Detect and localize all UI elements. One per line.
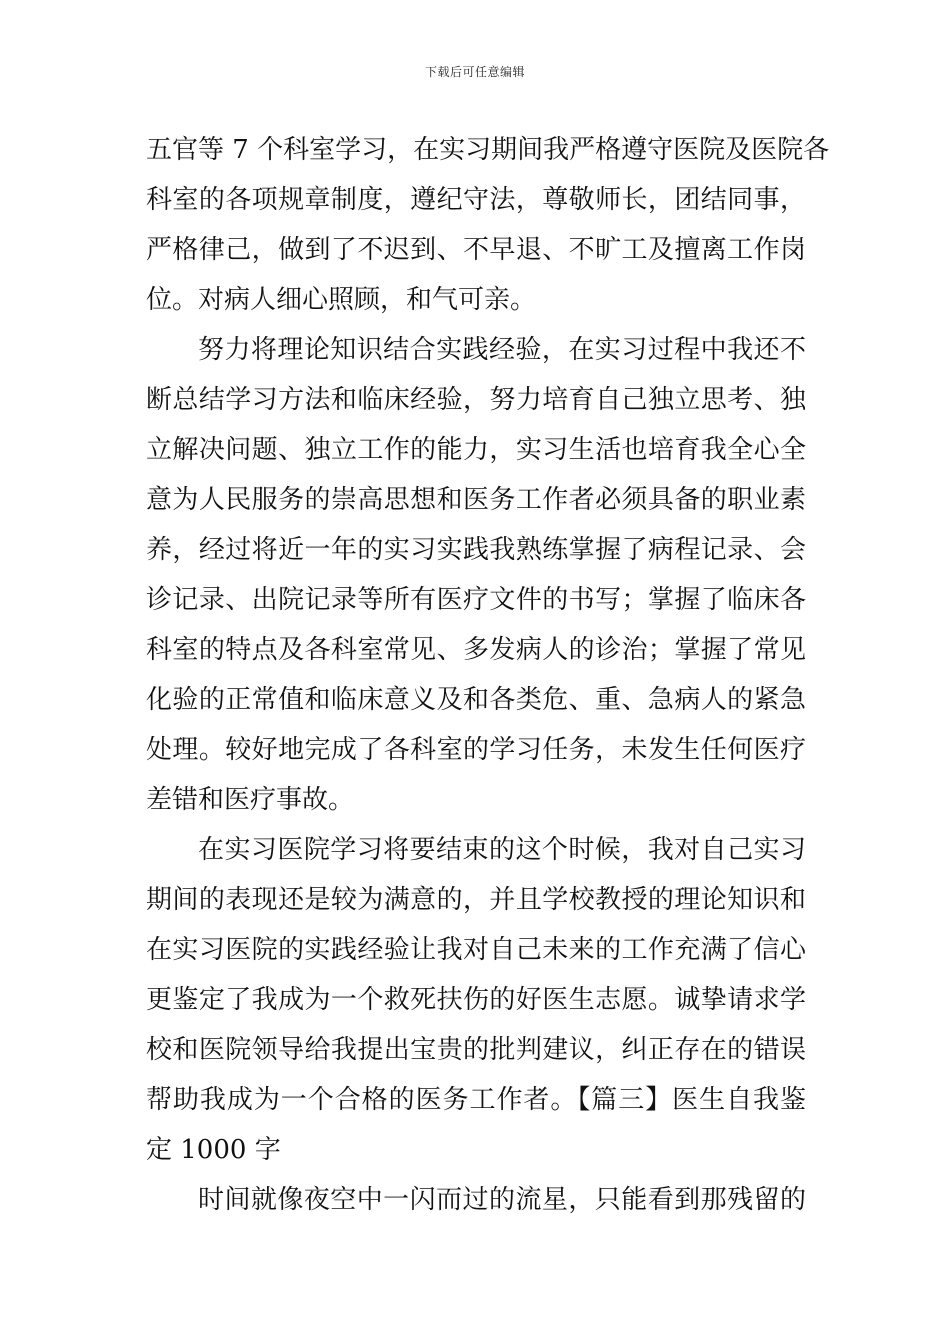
paragraph-line: 期间的表现还是较为满意的，并且学校教授的理论知识和 [146,885,806,915]
paragraph-line: 定 1000 字 [146,1135,281,1165]
paragraph [146,825,806,1175]
paragraph-line: 帮助我成为一个合格的医务工作者。【篇三】医生自我鉴 [146,1085,806,1115]
document-body [146,125,830,1225]
paragraph-line: 位。对病人细心照顾，和气可亲。 [146,285,537,315]
paragraph-line: 时间就像夜空中一闪而过的流星，只能看到那残留的 [198,1185,806,1215]
paragraph-line: 差错和医疗事故。 [146,785,355,815]
paragraph [146,1175,806,1225]
paragraph-line: 在实习医院的实践经验让我对自己未来的工作充满了信心 [146,935,806,965]
paragraph-line: 科室的各项规章制度，遵纪守法，尊敬师长，团结同事， [146,185,806,215]
paragraph-line: 努力将理论知识结合实践经验，在实习过程中我还不 [198,335,806,365]
paragraph-line: 科室的特点及各科室常见、多发病人的诊治；掌握了常见 [146,635,806,665]
paragraph-line: 校和医院领导给我提出宝贵的批判建议，纠正存在的错误 [146,1035,806,1065]
paragraph-line: 化验的正常值和临床意义及和各类危、重、急病人的紧急 [146,685,806,715]
paragraph-line: 立解决问题、独立工作的能力，实习生活也培育我全心全 [146,435,806,465]
paragraph-line: 处理。较好地完成了各科室的学习任务，未发生任何医疗 [146,735,806,765]
paragraph-line: 在实习医院学习将要结束的这个时候，我对自己实习 [198,835,806,865]
paragraph [146,325,806,825]
paragraph-line: 断总结学习方法和临床经验，努力培育自己独立思考、独 [146,385,806,415]
page-header: 下载后可任意编辑 [424,65,525,79]
paragraph [146,125,830,325]
paragraph-line: 五官等 7 个科室学习，在实习期间我严格遵守医院及医院各 [146,135,830,165]
paragraph-line: 更鉴定了我成为一个救死扶伤的好医生志愿。诚挚请求学 [146,985,806,1015]
paragraph-line: 严格律己，做到了不迟到、不早退、不旷工及擅离工作岗 [146,235,806,265]
paragraph-line: 意为人民服务的崇高思想和医务工作者必须具备的职业素 [146,485,806,515]
paragraph-line: 诊记录、出院记录等所有医疗文件的书写；掌握了临床各 [146,585,806,615]
paragraph-line: 养，经过将近一年的实习实践我熟练掌握了病程记录、会 [146,535,806,565]
